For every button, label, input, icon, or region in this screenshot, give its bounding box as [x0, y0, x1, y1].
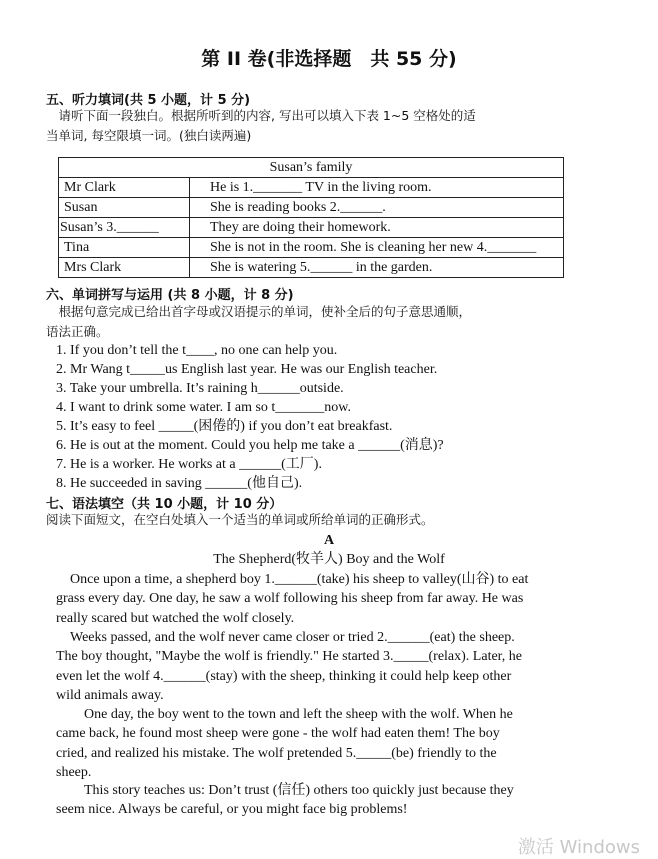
passage-line: cried, and realized his mistake. The wolf pretended 5._____(be) friendly to the — [56, 745, 497, 761]
section5-instructions-line1: 请听下面一段独白。根据所听到的内容, 写出可以填入下表 1~5 空格处的适 — [46, 108, 476, 123]
section7-instructions: 阅读下面短文，在空白处填入一个适当的单词或所给单词的正确形式。 — [46, 512, 434, 527]
vocab-item-2: 2. Mr Wang t_____us English last year. He was our English teacher. — [56, 362, 438, 377]
passage-line: Once upon a time, a shepherd boy 1.______(take) his sheep to valley(山谷) to eat — [56, 572, 529, 587]
table-cell-desc: She is reading books 2.______. — [190, 198, 564, 218]
table-row — [59, 178, 564, 198]
table-header-row — [59, 158, 564, 178]
table-row — [59, 218, 564, 238]
section7-heading: 七、语法填空（共 10 小题，计 10 分） — [46, 497, 283, 512]
passage-paragraph-3 — [56, 705, 578, 782]
table-cell-name: Mr Clark — [59, 178, 190, 198]
passage-line: seem nice. Always be careful, or you might face big problems! — [56, 802, 408, 818]
passage-line: Weeks passed, and the wolf never came closer or tried 2.______(eat) the sheep. — [56, 630, 515, 645]
passage-line: grass every day. One day, he saw a wolf following his sheep from far away. He was — [56, 591, 524, 607]
section5-instructions-line2: 当单词, 每空限填一词。(独白读两遍) — [46, 128, 252, 143]
vocab-item-7: 7. He is a worker. He works at a ______(工厂). — [56, 457, 322, 472]
vocab-item-4: 4. I want to drink some water. I am so t_______now. — [56, 400, 351, 415]
section5-heading: 五、听力填词(共 5 小题，计 5 分) — [46, 93, 251, 108]
passage-line: This story teaches us: Don’t trust (信任) others too quickly just because they — [56, 783, 514, 798]
part-label: A — [323, 533, 335, 548]
table-title: Susan’s family — [59, 158, 564, 178]
passage-paragraph-4 — [56, 781, 578, 820]
section6-heading: 六、单词拼写与运用 (共 8 小题，计 8 分) — [46, 288, 294, 303]
table-row — [59, 238, 564, 258]
family-table — [58, 157, 564, 278]
passage-line: One day, the boy went to the town and left the sheep with the wolf. When he — [56, 707, 513, 722]
passage-line: The boy thought, "Maybe the wolf is friendly." He started 3._____(relax). Later, he — [56, 649, 522, 665]
vocab-item-3: 3. Take your umbrella. It’s raining h______outside. — [56, 381, 344, 396]
table-cell-desc: She is not in the room. She is cleaning her new 4._______ — [190, 238, 564, 258]
section6-instructions-line2: 语法正确。 — [46, 324, 109, 339]
table-cell-name: Mrs Clark — [59, 258, 190, 278]
table-cell-desc: He is 1._______ TV in the living room. — [190, 178, 564, 198]
passage-title: The Shepherd(牧羊人) Boy and the Wolf — [213, 552, 445, 567]
passage-line: even let the wolf 4.______(stay) with the sheep, thinking it could help keep other — [56, 668, 512, 684]
passage-paragraph-1 — [56, 570, 578, 628]
table-cell-desc: She is watering 5.______ in the garden. — [190, 258, 564, 278]
section6-instructions-line1: 根据句意完成已给出首字母或汉语提示的单词，使补全后的句子意思通顺， — [46, 304, 472, 319]
passage-paragraph-2 — [56, 628, 578, 705]
table-row — [59, 198, 564, 218]
table-cell-name: Susan’s 3.______ — [59, 218, 190, 238]
vocab-item-5: 5. It’s easy to feel _____(困倦的) if you don’t eat breakfast. — [56, 419, 393, 434]
table-cell-name: Susan — [59, 198, 190, 218]
passage-line: wild animals away. — [56, 687, 164, 703]
vocab-item-6: 6. He is out at the moment. Could you help me take a ______(消息)? — [56, 438, 444, 453]
table-cell-name: Tina — [59, 238, 190, 258]
table-row — [59, 258, 564, 278]
passage-line: sheep. — [56, 764, 92, 780]
table-cell-desc: They are doing their homework. — [190, 218, 564, 238]
vocab-item-8: 8. He succeeded in saving ______(他自己). — [56, 476, 303, 491]
passage-line: came back, he found most sheep were gone - the wolf had eaten them! The boy — [56, 726, 500, 742]
page-title: 第 II 卷(非选择题 共 55 分) — [201, 48, 457, 70]
passage-line: really scared but watched the wolf closely. — [56, 610, 295, 626]
activation-watermark: 激活 Windows — [517, 837, 640, 858]
vocab-item-1: 1. If you don’t tell the t____, no one can help you. — [56, 343, 338, 358]
